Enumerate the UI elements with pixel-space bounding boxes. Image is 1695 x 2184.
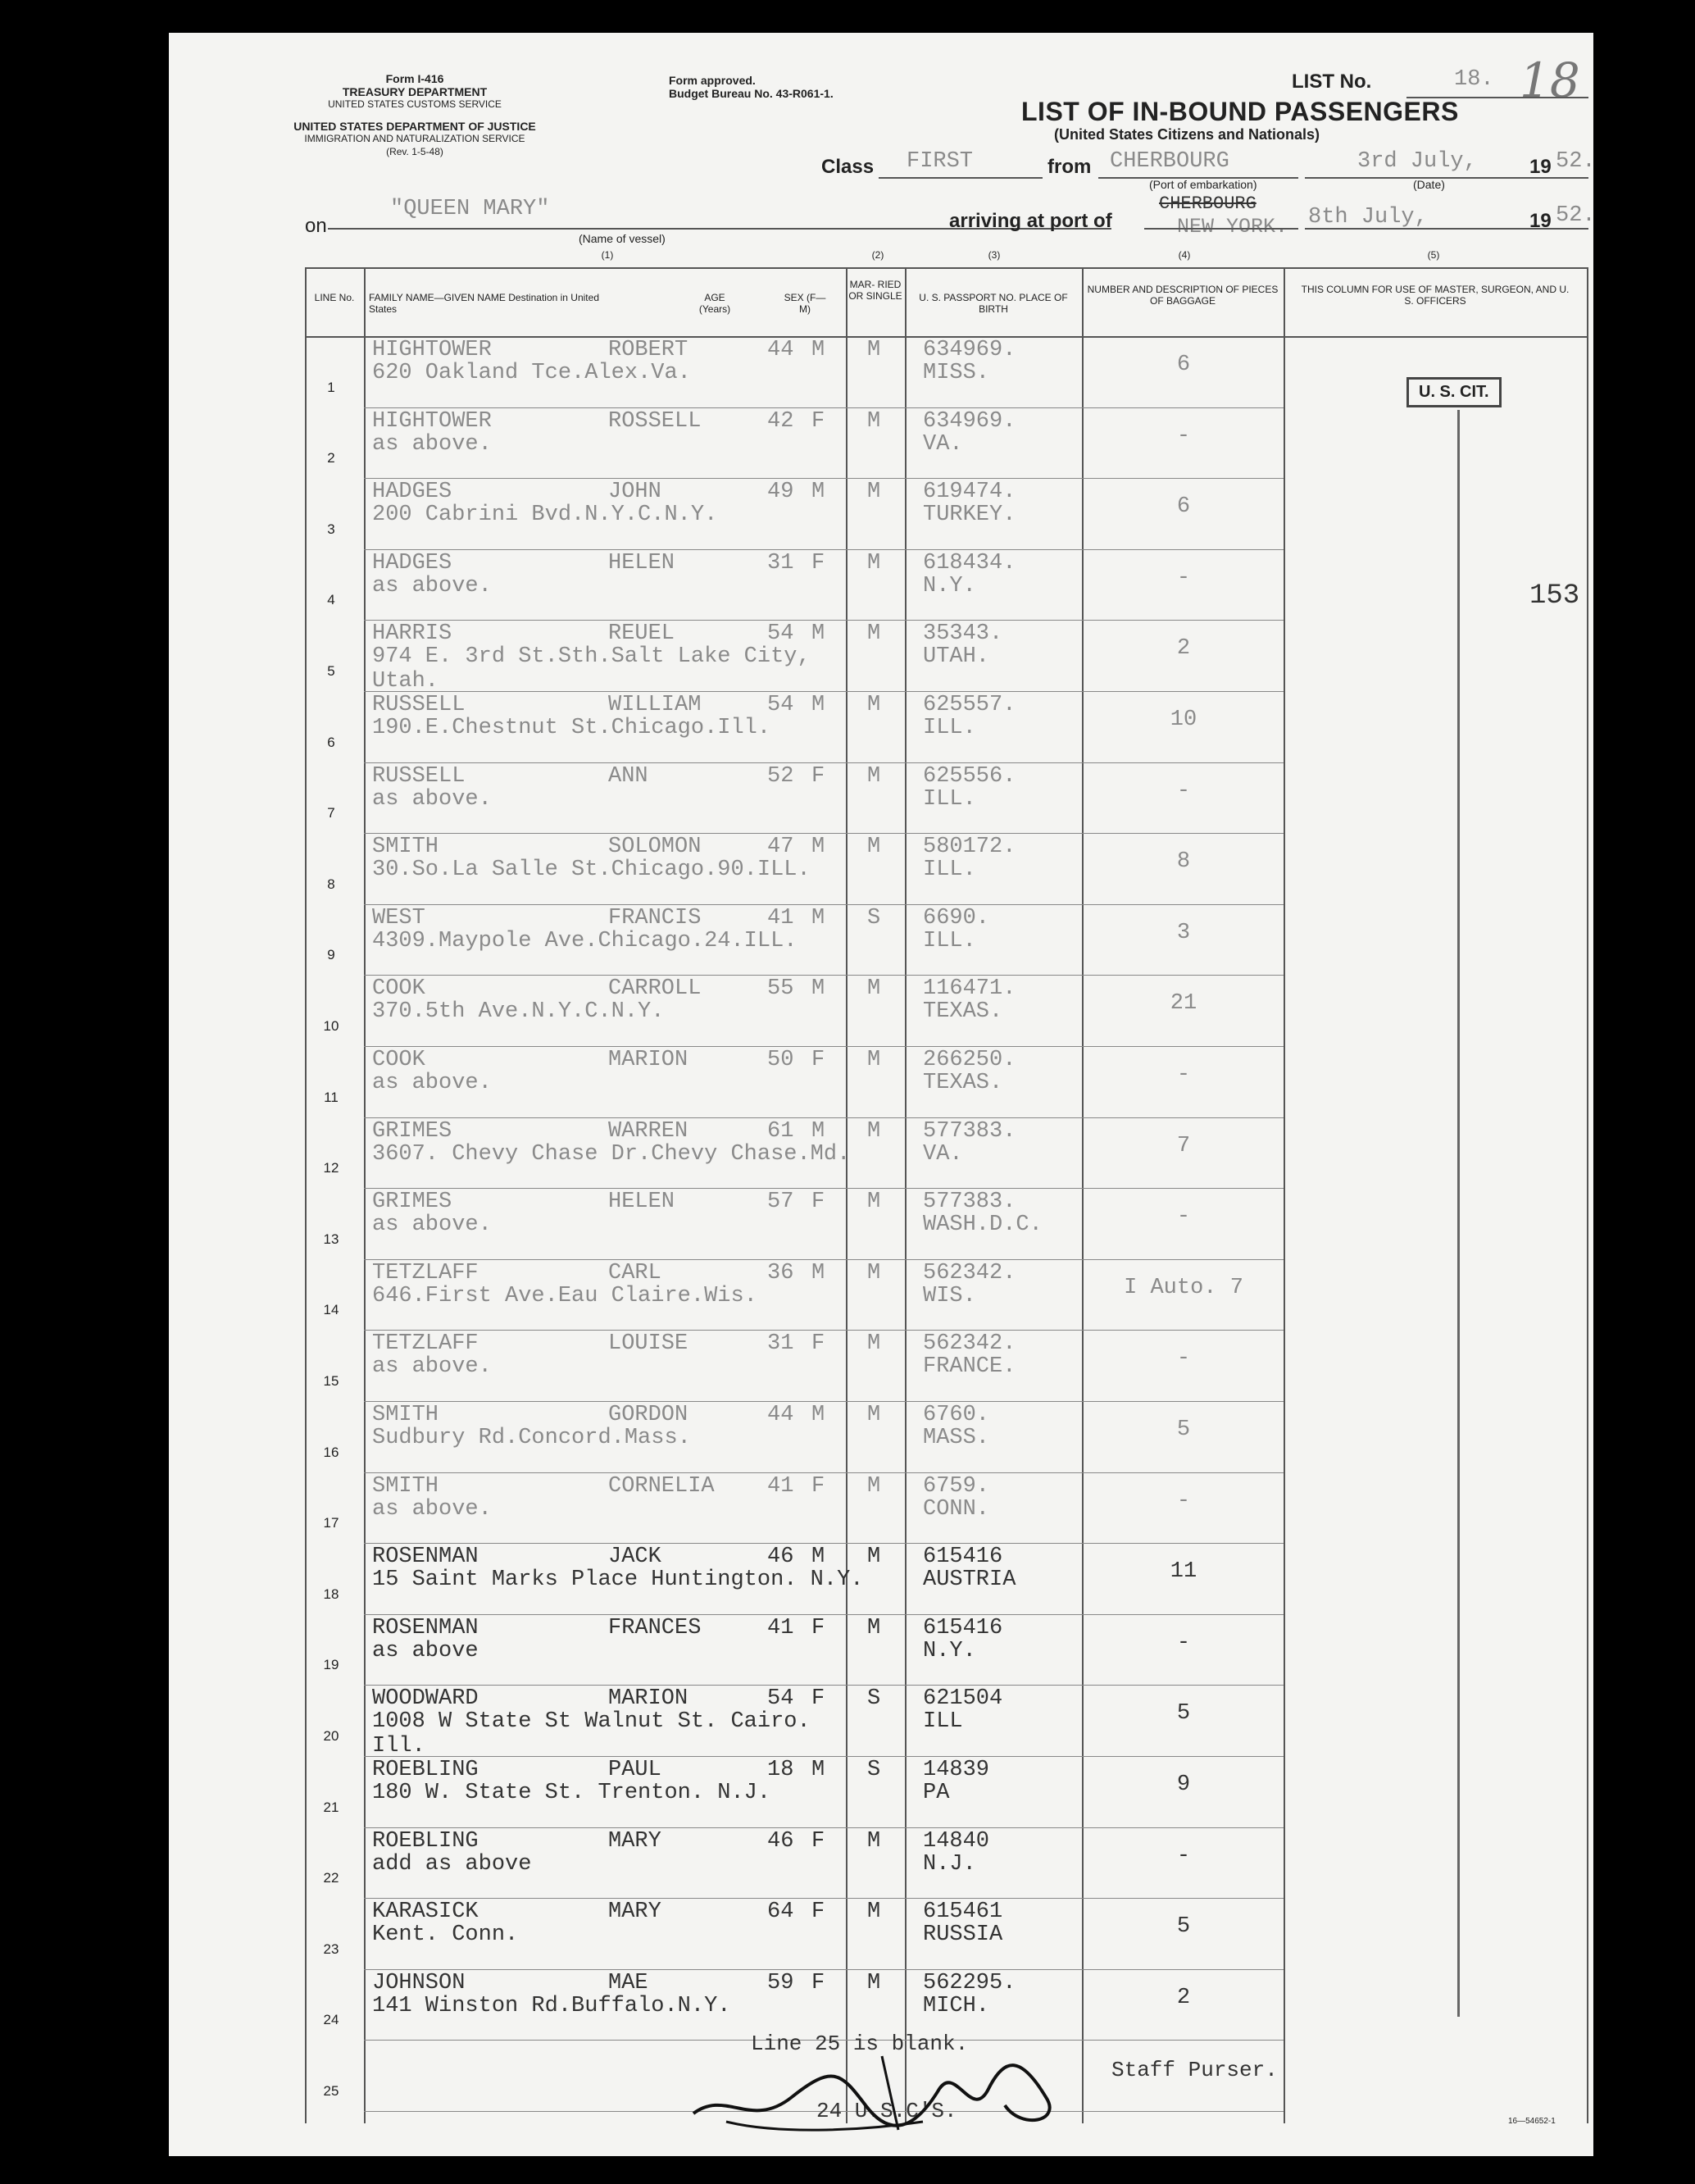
destination: as above. <box>372 1496 492 1522</box>
passport-number: 615416 <box>923 1545 1003 1570</box>
destination: 974 E. 3rd St.Sth.Salt Lake City, Utah. <box>372 644 811 694</box>
sex: M <box>811 1403 825 1427</box>
passport-number: 6759. <box>923 1473 990 1499</box>
age: 57 <box>767 1190 794 1215</box>
age: 46 <box>767 1828 794 1854</box>
given-name: LOUISE <box>608 1331 688 1357</box>
line-number: 18 <box>323 1586 339 1602</box>
given-name: WARREN <box>608 1118 688 1144</box>
baggage-count: - <box>1176 423 1191 448</box>
baggage-count: 6 <box>1176 353 1191 377</box>
place-of-birth: RUSSIA <box>923 1922 1003 1948</box>
place-of-birth: ILL. <box>923 786 976 812</box>
justice-dept: UNITED STATES DEPARTMENT OF JUSTICE <box>293 120 536 133</box>
passport-number: 562342. <box>923 1260 1016 1285</box>
destination: Sudbury Rd.Concord.Mass. <box>372 1426 691 1450</box>
baggage-count: 10 <box>1170 708 1197 732</box>
place-of-birth: ILL. <box>923 858 976 883</box>
baggage-count: I Auto. 7 <box>1124 1275 1243 1300</box>
line-number: 21 <box>323 1799 339 1815</box>
marital-status: M <box>867 550 881 576</box>
age: 59 <box>767 1970 794 1995</box>
sex: M <box>811 1758 825 1782</box>
line-number: 3 <box>327 521 335 537</box>
citizen-count: 24 U.S.C'S. <box>816 2099 957 2123</box>
line-number: 5 <box>327 663 335 679</box>
given-name: ANN <box>608 763 648 789</box>
blank-line-note: Line 25 is blank. <box>751 2032 969 2056</box>
family-name: GRIMES <box>372 1190 452 1215</box>
age: 42 <box>767 408 794 434</box>
date-label: (Date) <box>1413 178 1445 191</box>
place-of-birth: TEXAS. <box>923 999 1003 1025</box>
family-name: HIGHTOWER <box>372 408 492 434</box>
destination: as above. <box>372 1213 492 1238</box>
marital-status: M <box>867 1900 881 1925</box>
family-name: WEST <box>372 905 425 930</box>
given-name: GORDON <box>608 1403 688 1427</box>
family-name: RUSSELL <box>372 693 466 717</box>
vessel-name: "QUEEN MARY" <box>390 197 550 221</box>
baggage-count: - <box>1176 778 1191 803</box>
age: 44 <box>767 338 794 362</box>
baggage-count: - <box>1176 565 1191 590</box>
passport-number: 615416 <box>923 1615 1003 1640</box>
destination: 200 Cabrini Bvd.N.Y.C.N.Y. <box>372 503 718 528</box>
arrival-date: 8th July, <box>1308 205 1428 230</box>
line-number: 8 <box>327 876 335 892</box>
place-of-birth: WASH.D.C. <box>923 1213 1043 1238</box>
list-no-label: LIST No. <box>1292 71 1372 93</box>
col-passport: U. S. PASSPORT NO. PLACE OF BIRTH <box>919 292 1068 315</box>
place-of-birth: UTAH. <box>923 644 990 670</box>
given-name: SOLOMON <box>608 835 702 860</box>
passport-number: 35343. <box>923 621 1003 647</box>
list-no: 18. <box>1454 67 1494 92</box>
col-num-1: (1) <box>601 249 614 261</box>
marital-status: M <box>867 835 881 860</box>
passport-number: 562342. <box>923 1331 1016 1357</box>
passport-number: 580172. <box>923 835 1016 860</box>
family-name: GRIMES <box>372 1118 452 1144</box>
sex: F <box>811 1190 825 1215</box>
baggage-count: - <box>1176 1204 1191 1230</box>
line-number: 25 <box>323 2083 339 2099</box>
marital-status: M <box>867 693 881 717</box>
age: 46 <box>767 1545 794 1570</box>
line-number: 7 <box>327 805 335 821</box>
sex: M <box>811 1260 825 1285</box>
given-name: HELEN <box>608 550 675 576</box>
manifest-sheet <box>169 33 1596 2156</box>
margin-number: 153 <box>1529 580 1580 612</box>
baggage-count: - <box>1176 1062 1191 1087</box>
place-of-birth: VA. <box>923 431 963 457</box>
marital-status: M <box>867 976 881 1002</box>
col-age: AGE (Years) <box>698 292 731 315</box>
place-of-birth: MICH. <box>923 1993 990 2018</box>
passport-number: 116471. <box>923 976 1016 1002</box>
age: 44 <box>767 1403 794 1427</box>
marital-status: M <box>867 408 881 434</box>
destination: 190.E.Chestnut St.Chicago.Ill. <box>372 716 771 740</box>
baggage-count: - <box>1176 1630 1191 1655</box>
destination: as above. <box>372 1071 492 1095</box>
destination: add as above <box>372 1851 532 1877</box>
sex: F <box>811 1900 825 1925</box>
line-number: 10 <box>323 1018 339 1034</box>
from-label: from <box>1047 156 1092 178</box>
line-number: 16 <box>323 1444 339 1460</box>
baggage-count: 2 <box>1176 636 1191 662</box>
year-prefix-1: 19 <box>1529 156 1552 178</box>
passport-number: 621504 <box>923 1686 1003 1712</box>
destination: 4309.Maypole Ave.Chicago.24.ILL. <box>372 928 798 953</box>
marital-status: M <box>867 763 881 789</box>
given-name: ROBERT <box>608 338 688 362</box>
sex: F <box>811 1686 825 1712</box>
ins: IMMIGRATION AND NATURALIZATION SERVICE <box>304 133 525 144</box>
age: 41 <box>767 1615 794 1640</box>
family-name: SMITH <box>372 1403 439 1427</box>
passport-number: 6690. <box>923 905 990 930</box>
baggage-count: 5 <box>1176 1914 1191 1940</box>
destination: Kent. Conn. <box>372 1922 519 1948</box>
age: 54 <box>767 621 794 647</box>
class-label: Class <box>821 156 875 178</box>
marital-status: M <box>867 1403 881 1427</box>
given-name: FRANCIS <box>608 905 702 930</box>
family-name: ROEBLING <box>372 1828 479 1854</box>
age: 49 <box>767 480 794 505</box>
marital-status: M <box>867 1545 881 1570</box>
given-name: MARION <box>608 1048 688 1072</box>
marital-status: M <box>867 1615 881 1640</box>
passport-number: 562295. <box>923 1970 1016 1995</box>
sex: M <box>811 835 825 860</box>
given-name: WILLIAM <box>608 693 702 717</box>
age: 54 <box>767 693 794 717</box>
marital-status: M <box>867 1260 881 1285</box>
place-of-birth: AUSTRIA <box>923 1567 1016 1593</box>
given-name: JOHN <box>608 480 661 505</box>
place-of-birth: MASS. <box>923 1426 990 1450</box>
age: 47 <box>767 835 794 860</box>
class-value: FIRST <box>907 149 974 174</box>
age: 52 <box>767 763 794 789</box>
arriving-label: arriving at port of <box>949 210 1112 232</box>
destination: 30.So.La Salle St.Chicago.90.ILL. <box>372 858 811 883</box>
sex: M <box>811 1545 825 1570</box>
family-name: SMITH <box>372 835 439 860</box>
given-name: JACK <box>608 1545 661 1570</box>
purser-signature <box>677 2040 1136 2138</box>
col-num-3: (3) <box>988 249 1001 261</box>
destination: as above. <box>372 1354 492 1380</box>
family-name: ROEBLING <box>372 1758 479 1782</box>
baggage-count: 9 <box>1176 1772 1191 1797</box>
family-name: JOHNSON <box>372 1970 466 1995</box>
sex: F <box>811 1473 825 1499</box>
baggage-count: 6 <box>1176 494 1191 520</box>
age: 18 <box>767 1758 794 1782</box>
marital-status: S <box>867 905 881 930</box>
passport-number: 14840 <box>923 1828 990 1854</box>
baggage-count: 3 <box>1176 920 1191 945</box>
sex: M <box>811 338 825 362</box>
sex: F <box>811 550 825 576</box>
baggage-count: - <box>1176 1843 1191 1868</box>
age: 36 <box>767 1260 794 1285</box>
destination: as above. <box>372 573 492 598</box>
destination: as above. <box>372 431 492 457</box>
place-of-birth: TURKEY. <box>923 503 1016 528</box>
us-citizen-stamp: U. S. CIT. <box>1406 377 1502 407</box>
age: 31 <box>767 550 794 576</box>
form-approved: Form approved. <box>669 74 756 87</box>
given-name: MARY <box>608 1900 661 1925</box>
family-name: HARRIS <box>372 621 452 647</box>
marital-status: M <box>867 1048 881 1072</box>
line-number: 24 <box>323 2012 339 2028</box>
marital-status: M <box>867 480 881 505</box>
marital-status: M <box>867 1970 881 1995</box>
sex: M <box>811 905 825 930</box>
family-name: RUSSELL <box>372 763 466 789</box>
col-num-4: (4) <box>1178 249 1191 261</box>
sex: M <box>811 621 825 647</box>
given-name: MARY <box>608 1828 661 1854</box>
place-of-birth: ILL <box>923 1709 963 1735</box>
family-name: COOK <box>372 1048 425 1072</box>
departure-year: 52. <box>1556 149 1596 174</box>
given-name: FRANCES <box>608 1615 702 1640</box>
place-of-birth: N.Y. <box>923 573 976 598</box>
vessel-label: (Name of vessel) <box>579 232 666 245</box>
marital-status: M <box>867 1828 881 1854</box>
baggage-count: 5 <box>1176 1701 1191 1727</box>
line-number: 20 <box>323 1728 339 1744</box>
given-name: MAE <box>608 1970 648 1995</box>
place-of-birth: MISS. <box>923 361 990 385</box>
baggage-count: 5 <box>1176 1417 1191 1442</box>
age: 64 <box>767 1900 794 1925</box>
destination: as above. <box>372 786 492 812</box>
col-married: MAR- RIED OR SINGLE <box>848 279 902 302</box>
form-number: Form I-416 <box>385 72 444 85</box>
destination: 1008 W State St Walnut St. Cairo. Ill. <box>372 1709 811 1759</box>
marital-status: M <box>867 621 881 647</box>
marital-status: M <box>867 1190 881 1215</box>
given-name: CARL <box>608 1260 661 1285</box>
marital-status: M <box>867 1331 881 1357</box>
family-name: HADGES <box>372 480 452 505</box>
sex: M <box>811 693 825 717</box>
marital-status: M <box>867 338 881 362</box>
age: 54 <box>767 1686 794 1712</box>
sex: F <box>811 1331 825 1357</box>
destination: 646.First Ave.Eau Claire.Wis. <box>372 1283 757 1308</box>
place-of-birth: ILL. <box>923 928 976 953</box>
col-baggage: NUMBER AND DESCRIPTION OF PIECES OF BAGGAGE <box>1087 284 1279 307</box>
passport-number: 577383. <box>923 1118 1016 1144</box>
baggage-count: 11 <box>1170 1559 1197 1585</box>
baggage-count: 21 <box>1170 991 1197 1017</box>
place-of-birth: VA. <box>923 1141 963 1167</box>
sex: F <box>811 1048 825 1072</box>
destination: 370.5th Ave.N.Y.C.N.Y. <box>372 999 665 1025</box>
family-name: TETZLAFF <box>372 1331 479 1357</box>
sex: F <box>811 1970 825 1995</box>
family-name: SMITH <box>372 1473 439 1499</box>
table-top-rule <box>305 267 1587 269</box>
col-num-5: (5) <box>1427 249 1440 261</box>
marital-status: M <box>867 1118 881 1144</box>
department: TREASURY DEPARTMENT <box>342 85 488 98</box>
line-number: 14 <box>323 1302 339 1318</box>
age: 41 <box>767 1473 794 1499</box>
destination: as above <box>372 1638 479 1663</box>
line-number: 12 <box>323 1160 339 1176</box>
line-number: 22 <box>323 1870 339 1886</box>
destination: 3607. Chevy Chase Dr.Chevy Chase.Md. <box>372 1141 851 1167</box>
family-name: TETZLAFF <box>372 1260 479 1285</box>
line-number: 2 <box>327 450 335 466</box>
line-number: 9 <box>327 947 335 963</box>
line-number: 15 <box>323 1373 339 1389</box>
col-officers: THIS COLUMN FOR USE OF MASTER, SURGEON, AND U. S. OFFICERS <box>1301 284 1570 307</box>
age: 61 <box>767 1118 794 1144</box>
sex: M <box>811 480 825 505</box>
family-name: HADGES <box>372 550 452 576</box>
given-name: REUEL <box>608 621 675 647</box>
place-of-birth: N.Y. <box>923 1638 976 1663</box>
sex: F <box>811 1615 825 1640</box>
family-name: KARASICK <box>372 1900 479 1925</box>
destination: 141 Winston Rd.Buffalo.N.Y. <box>372 1993 731 2018</box>
given-name: PAUL <box>608 1758 661 1782</box>
place-of-birth: FRANCE. <box>923 1354 1016 1380</box>
given-name: CORNELIA <box>608 1473 715 1499</box>
passport-number: 6760. <box>923 1403 990 1427</box>
place-of-birth: PA <box>923 1781 950 1805</box>
destination: 15 Saint Marks Place Huntington. N.Y. <box>372 1567 864 1593</box>
line-number: 11 <box>324 1089 339 1105</box>
passport-number: 615461 <box>923 1900 1003 1925</box>
baggage-count: - <box>1176 1488 1191 1513</box>
print-code: 16—54652-1 <box>1508 2117 1556 2126</box>
family-name: ROSENMAN <box>372 1615 479 1640</box>
baggage-count: 2 <box>1176 1985 1191 2010</box>
passport-number: 618434. <box>923 550 1016 576</box>
revision: (Rev. 1-5-48) <box>386 146 443 157</box>
port-embark-label: (Port of embarkation) <box>1149 178 1257 191</box>
given-name: ROSSELL <box>608 408 702 434</box>
on-label: on <box>305 215 327 237</box>
sex: M <box>811 1118 825 1144</box>
age: 50 <box>767 1048 794 1072</box>
place-of-birth: ILL. <box>923 716 976 740</box>
place-of-birth: CONN. <box>923 1496 990 1522</box>
given-name: CARROLL <box>608 976 702 1002</box>
marital-status: S <box>867 1758 881 1782</box>
col-name: FAMILY NAME—GIVEN NAME Destination in United States <box>369 292 599 315</box>
passport-number: 14839 <box>923 1758 990 1782</box>
col-num-2: (2) <box>871 249 884 261</box>
age: 41 <box>767 905 794 930</box>
line-number: 4 <box>327 592 335 608</box>
line-number: 1 <box>327 379 335 395</box>
arrival-port: NEW YORK. <box>1177 215 1288 239</box>
given-name: MARION <box>608 1686 688 1712</box>
port-struck: CHERBOURG <box>1159 193 1256 214</box>
given-name: HELEN <box>608 1190 675 1215</box>
officer-bracket-line <box>1457 410 1460 2017</box>
age: 31 <box>767 1331 794 1357</box>
sex: M <box>811 976 825 1002</box>
page-subtitle: (United States Citizens and Nationals) <box>1054 126 1320 143</box>
place-of-birth: TEXAS. <box>923 1071 1003 1095</box>
passport-number: 625556. <box>923 763 1016 789</box>
place-of-birth: N.J. <box>923 1851 976 1877</box>
departure-date: 3rd July, <box>1357 149 1477 174</box>
line-number: 17 <box>323 1515 339 1531</box>
line-number: 13 <box>323 1231 339 1247</box>
col-sex: SEX (F—M) <box>784 292 826 315</box>
line-number: 19 <box>323 1657 339 1673</box>
customs-service: UNITED STATES CUSTOMS SERVICE <box>328 98 502 110</box>
budget-bureau: Budget Bureau No. 43-R061-1. <box>669 87 834 100</box>
destination: 620 Oakland Tce.Alex.Va. <box>372 361 691 385</box>
col-line: LINE No. <box>314 292 355 303</box>
sex: F <box>811 763 825 789</box>
list-no-handwritten: 18 <box>1520 52 1580 108</box>
baggage-count: - <box>1176 1346 1191 1372</box>
age: 55 <box>767 976 794 1002</box>
marital-status: S <box>867 1686 881 1712</box>
staff-purser: Staff Purser. <box>1111 2058 1278 2082</box>
passport-number: 266250. <box>923 1048 1016 1072</box>
from-port: CHERBOURG <box>1110 149 1229 174</box>
line-number: 6 <box>327 734 335 750</box>
family-name: ROSENMAN <box>372 1545 479 1570</box>
family-name: HIGHTOWER <box>372 338 492 362</box>
passport-number: 634969. <box>923 408 1016 434</box>
family-name: WOODWARD <box>372 1686 479 1712</box>
passport-number: 625557. <box>923 693 1016 717</box>
page-title: LIST OF IN-BOUND PASSENGERS <box>1021 97 1459 126</box>
arrival-year: 52. <box>1556 203 1596 228</box>
baggage-count: 8 <box>1176 849 1191 875</box>
passport-number: 634969. <box>923 338 1016 362</box>
line-number: 23 <box>323 1941 339 1957</box>
place-of-birth: WIS. <box>923 1283 976 1308</box>
passport-number: 577383. <box>923 1190 1016 1215</box>
passport-number: 619474. <box>923 480 1016 505</box>
marital-status: M <box>867 1473 881 1499</box>
sex: F <box>811 1828 825 1854</box>
baggage-count: 7 <box>1176 1133 1191 1158</box>
family-name: COOK <box>372 976 425 1002</box>
year-prefix-2: 19 <box>1529 210 1552 232</box>
sex: F <box>811 408 825 434</box>
destination: 180 W. State St. Trenton. N.J. <box>372 1781 771 1805</box>
